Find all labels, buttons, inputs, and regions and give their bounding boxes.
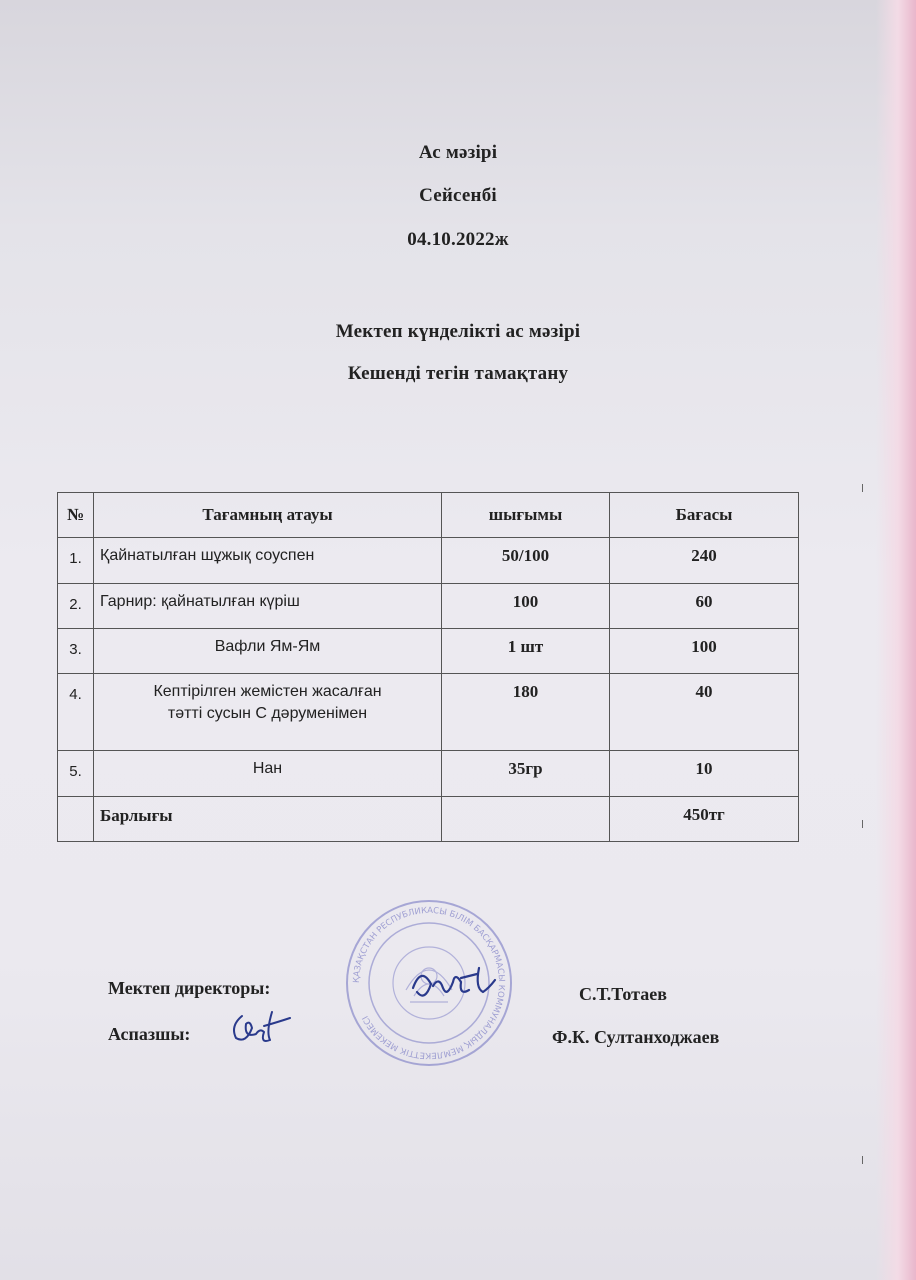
table-row [58,629,799,674]
menu-program: Кешенді тегін тамақтану [347,363,569,384]
total-value: 450тг [610,797,799,842]
row-number: 4. [58,674,94,751]
column-header-price: Бағасы [610,493,799,538]
total-label: Барлығы [94,797,442,842]
row-number: 3. [58,629,94,674]
column-header-dish: Тағамның атауы [94,493,442,538]
margin-mark [862,1156,863,1164]
dish-price: 100 [610,629,799,674]
dish-yield: 35гр [442,751,610,797]
total-row [58,797,799,842]
table-row [58,751,799,797]
total-yield-cell [442,797,610,842]
dish-name: Нан [94,751,442,797]
menu-subtitle: Мектеп күнделікті ас мәзірі [335,321,581,342]
menu-date: 04.10.2022ж [407,229,509,250]
dish-name-line2: тәтті сусын С дәруменімен [167,705,368,722]
dish-price: 10 [610,751,799,797]
dish-name: Вафли Ям-Ям [94,629,442,674]
dish-price: 60 [610,584,799,629]
dish-yield: 1 шт [442,629,610,674]
margin-mark [862,820,863,828]
dish-yield: 50/100 [442,538,610,584]
dish-name: Қайнатылған шұжық соуспен [94,538,442,584]
director-name: С.Т.Тотаев [579,984,667,1004]
table-row [58,584,799,629]
dish-name: Гарнир: қайнатылған күріш [94,584,442,629]
cook-name: Ф.К. Султанходжаев [552,1027,720,1047]
row-number: 2. [58,584,94,629]
menu-title: Ас мәзірі [418,142,498,163]
cook-signature [228,1008,300,1048]
column-header-yield: шығымы [442,493,610,538]
cook-label: Аспазшы: [108,1024,191,1044]
row-number: 1. [58,538,94,584]
row-number: 5. [58,751,94,797]
day-of-week: Сейсенбі [419,185,497,206]
margin-mark [862,484,863,492]
table-row [58,674,799,751]
table-row [58,538,799,584]
stamp-text: ҚАЗАҚСТАН РЕСПУБЛИКАСЫ БІЛІМ БАСҚАРМАСЫ КОММУНАЛДЫҚ МЕМЛЕКЕТТІК МЕКЕМЕСІ [351,905,507,1061]
director-label: Мектеп директоры: [108,978,271,998]
dish-price: 240 [610,538,799,584]
dish-yield: 180 [442,674,610,751]
table-header-row [58,493,799,538]
dish-price: 40 [610,674,799,751]
menu-table [57,492,799,842]
dish-yield: 100 [442,584,610,629]
dish-name-line1: Кептірілген жемістен жасалған [153,683,382,700]
dish-name [94,674,442,751]
director-signature [405,958,505,1008]
column-header-number: № [58,493,94,538]
total-number-cell [58,797,94,842]
